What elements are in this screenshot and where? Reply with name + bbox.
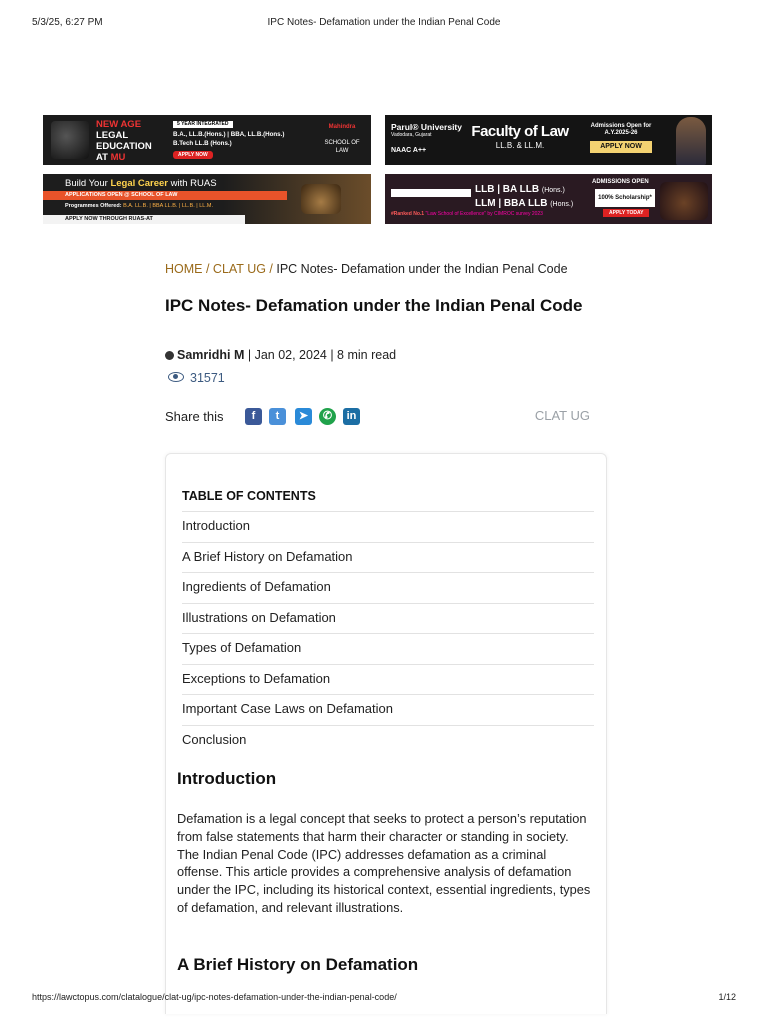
article-content-card: [165, 453, 607, 1014]
ad-strip: APPLICATIONS OPEN @ SCHOOL OF LAW: [43, 191, 287, 200]
toc-heading: TABLE OF CONTENTS: [182, 489, 316, 503]
ad-apply-button[interactable]: APPLY NOW THROUGH RUAS-AT: [43, 215, 245, 224]
ad-banner-mahindra[interactable]: [43, 115, 371, 165]
ad-programs: LLB | BA LLB (Hons.) LLM | BBA LLB (Hons.): [475, 184, 574, 209]
gavel-image: [51, 121, 89, 159]
ad-headline: NEW AGE LEGAL EDUCATION AT MU: [96, 119, 152, 163]
ad-banner-parul[interactable]: [385, 115, 712, 165]
toc-item[interactable]: Conclusion: [182, 725, 594, 756]
whatsapp-icon[interactable]: ✆: [319, 408, 336, 425]
ad-banner-ruas[interactable]: [43, 174, 371, 224]
ad-pill: 5 YEAR INTEGRATED: [173, 121, 233, 128]
linkedin-icon[interactable]: in: [343, 408, 360, 425]
print-doc-title: IPC Notes- Defamation under the Indian Penal Code: [267, 17, 501, 28]
ad-parul-logo: Parul® University Vadodara, Gujarat: [391, 122, 462, 138]
view-count: 31571: [168, 371, 225, 385]
intro-paragraph: Defamation is a legal concept that seeks to protect a person’s reputation from false statements that harm their character or standing in society. The Indian Penal Code (IPC) addresses defamation as a criminal offense. This article provides a comprehensive analysis of defamation under the IPC, including its historical context, essential ingredients, types of defamation, and relevant illustrations.: [177, 811, 591, 915]
ad-apply-button[interactable]: APPLY NOW: [590, 141, 652, 153]
ad-admissions-text: ADMISSIONS OPEN: [592, 179, 649, 185]
ad-apply-button[interactable]: APPLY NOW: [173, 151, 213, 159]
section-heading-introduction: Introduction: [177, 769, 277, 788]
facebook-icon[interactable]: f: [245, 408, 262, 425]
toc-item[interactable]: Introduction: [182, 511, 594, 542]
ad-headline: Build Your Legal Career with RUAS: [65, 178, 217, 189]
ad-ranking: #Ranked No.1 "Law School of Excellence" by CIMROC survey 2023: [391, 211, 543, 217]
print-datetime: 5/3/25, 6:27 PM: [32, 17, 103, 28]
section-heading-history: A Brief History on Defamation: [177, 955, 419, 974]
breadcrumb-current: IPC Notes- Defamation under the Indian Penal Code: [276, 262, 568, 276]
telegram-icon[interactable]: ➤: [295, 408, 312, 425]
user-icon: [165, 351, 174, 360]
print-header: [32, 17, 736, 31]
person-image: [676, 117, 706, 165]
breadcrumb-category[interactable]: CLAT UG: [212, 262, 266, 276]
toc-list: [182, 511, 594, 755]
ad-programs: Programmes Offered: B.A. LL.B. | BBA LL.B. | LL.B. | LL.M.: [65, 203, 213, 209]
gavel-image: [660, 182, 708, 220]
ad-apply-button[interactable]: APPLY TODAY: [603, 209, 649, 217]
ad-scholarship-badge: 100% Scholarship*: [595, 189, 655, 207]
ad-courses: B.A., LL.B.(Hons.) | BBA, LL.B.(Hons.) B.Tech LL.B (Hons.): [173, 131, 285, 147]
toc-item[interactable]: Important Case Laws on Defamation: [182, 694, 594, 725]
ad-naac-badge: NAAC A++: [391, 147, 427, 154]
breadcrumb: HOME / CLAT UG / IPC Notes- Defamation under the Indian Penal Code: [165, 262, 568, 276]
ad-banner-srm[interactable]: [385, 174, 712, 224]
toc-item[interactable]: Ingredients of Defamation: [182, 572, 594, 603]
ad-logos: [391, 189, 471, 197]
toc-item[interactable]: A Brief History on Defamation: [182, 542, 594, 573]
article-meta: [165, 348, 396, 362]
twitter-icon[interactable]: t: [269, 408, 286, 425]
ad-brand-logo: Mahindra SCHOOL OF LAW: [324, 124, 360, 154]
category-tag[interactable]: CLAT UG: [534, 408, 590, 423]
toc-item[interactable]: Illustrations on Defamation: [182, 603, 594, 634]
toc-item[interactable]: Exceptions to Defamation: [182, 664, 594, 695]
print-footer: [32, 992, 736, 1006]
date-readtime: | Jan 02, 2024 | 8 min read: [244, 348, 397, 362]
print-url: https://lawctopus.com/clatalogue/clat-ug/ipc-notes-defamation-under-the-indian-penal-code/: [32, 992, 397, 1002]
share-label: Share this: [165, 409, 224, 424]
eye-icon: [168, 372, 184, 382]
toc-item[interactable]: Types of Defamation: [182, 633, 594, 664]
ad-faculty-title: Faculty of Law LL.B. & LL.M.: [471, 123, 569, 150]
author-link[interactable]: Samridhi M: [177, 348, 245, 362]
breadcrumb-home[interactable]: HOME: [165, 262, 203, 276]
gavel-image: [301, 184, 341, 214]
ad-admissions-text: Admissions Open for A.Y.2025-26: [590, 123, 652, 136]
print-page-number: 1/12: [718, 992, 736, 1002]
page-title: IPC Notes- Defamation under the Indian Penal Code: [165, 296, 583, 315]
